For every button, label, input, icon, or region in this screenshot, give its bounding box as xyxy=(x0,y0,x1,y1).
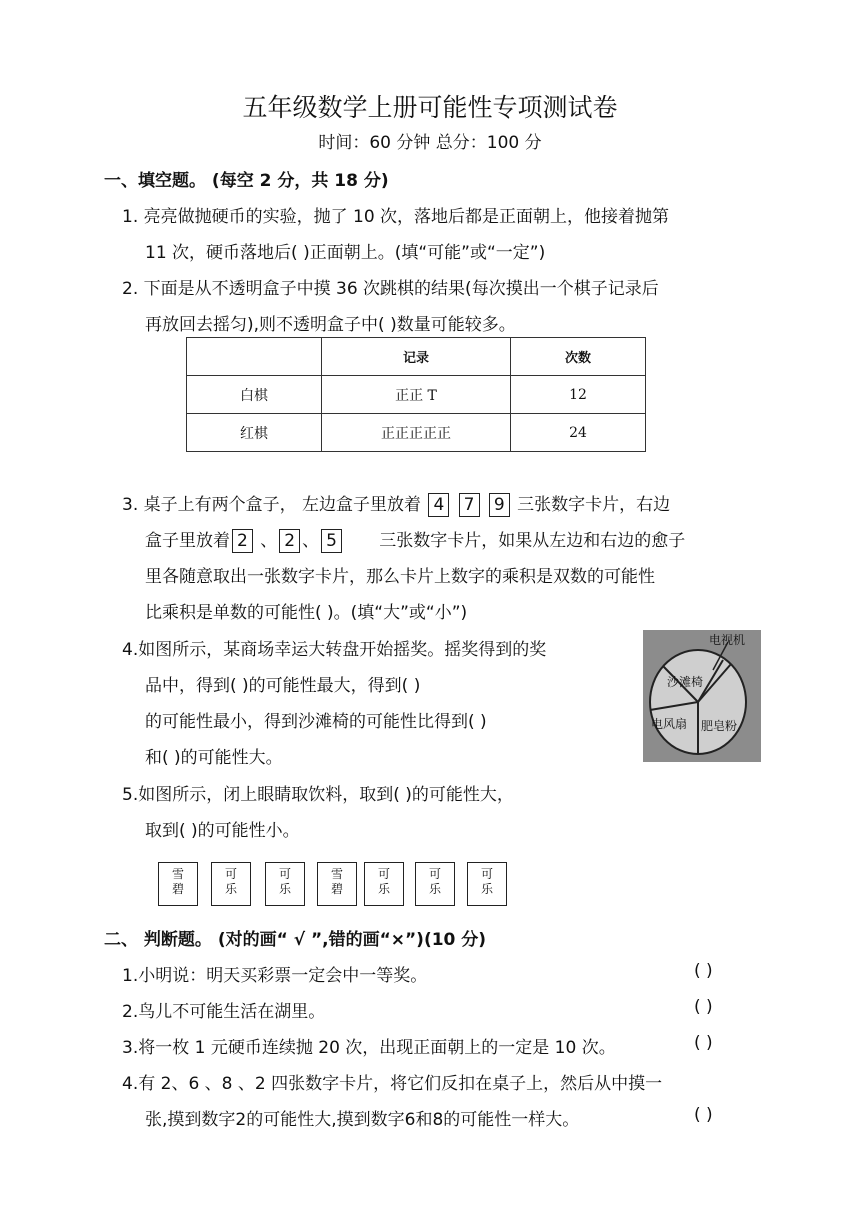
drink-card-cola: 可 乐 xyxy=(364,862,404,906)
separator: 、 xyxy=(302,531,320,551)
prize-wheel-drawing xyxy=(643,630,761,762)
answer-paren: ( ) xyxy=(694,1033,713,1053)
q3-text-a: 3. 桌子上有两个盒子， 左边盒子里放着 xyxy=(122,495,422,515)
wheel-label-beach-chair: 沙滩椅 xyxy=(667,675,704,689)
q1-line2: 11 次，硬币落地后( )正面朝上。(填“可能”或“一定”) xyxy=(145,243,546,263)
drink-card-cola: 可 乐 xyxy=(467,862,507,906)
q3-line3: 里各随意取出一张数字卡片，那么卡片上数字的乘积是双数的可能性 xyxy=(145,567,655,587)
q3-line2 xyxy=(145,526,685,553)
judge-item-1: 1.小明说：明天买彩票一定会中一等奖。 xyxy=(122,966,428,986)
q3-text-b: 三张数字卡片，右边 xyxy=(517,495,671,515)
wheel-label-soap: 肥皂粉 xyxy=(701,719,738,733)
wheel-label-fan: 电风扇 xyxy=(651,717,688,731)
drink-card-cola: 可 乐 xyxy=(265,862,305,906)
separator: 、 xyxy=(260,531,278,551)
page-title: 五年级数学上册可能性专项测试卷 xyxy=(242,93,618,122)
drink-card-sprite: 雪 碧 xyxy=(317,862,357,906)
drink-card-cola: 可 乐 xyxy=(415,862,455,906)
judge-item-3: 3.将一枚 1 元硬币连续抛 20 次，出现正面朝上的一定是 10 次。 xyxy=(122,1038,616,1058)
table-cell: 24 xyxy=(511,414,646,452)
page-subtitle: 时间：60 分钟 总分：100 分 xyxy=(318,133,542,153)
table-cell: 12 xyxy=(511,376,646,414)
q4-line3: 的可能性最小，得到沙滩椅的可能性比得到( ) xyxy=(145,712,487,732)
q2-line2: 再放回去摇匀),则不透明盒子中( )数量可能较多。 xyxy=(145,315,516,335)
number-card: 2 xyxy=(232,529,253,553)
q3-line1 xyxy=(122,490,670,517)
answer-paren: ( ) xyxy=(694,997,713,1017)
prize-wheel-image xyxy=(643,630,761,762)
q5-line1: 5.如图所示，闭上眼睛取饮料，取到( )的可能性大， xyxy=(122,785,514,805)
table-cell: 正正正正正 xyxy=(322,414,511,452)
q3-text-d: 三张数字卡片，如果从左边和右边的愈子 xyxy=(379,531,686,551)
table-row xyxy=(187,376,646,414)
wheel-label-tv: 电视机 xyxy=(709,633,746,647)
answer-paren: ( ) xyxy=(694,1105,713,1125)
q5-line2: 取到( )的可能性小。 xyxy=(145,821,300,841)
drink-card-sprite: 雪 碧 xyxy=(158,862,198,906)
drink-card-cola: 可 乐 xyxy=(211,862,251,906)
judge-item-4-line2: 张,摸到数字2的可能性大,摸到数字6和8的可能性一样大。 xyxy=(145,1110,580,1130)
section1-heading: 一、填空题。 (每空 2 分，共 18 分) xyxy=(104,171,389,191)
table-header-row xyxy=(187,338,646,376)
q4-line2: 品中，得到( )的可能性最大，得到( ) xyxy=(145,676,421,696)
q4-line1: 4.如图所示，某商场幸运大转盘开始摇奖。摇奖得到的奖 xyxy=(122,640,547,660)
number-card: 4 xyxy=(428,493,449,517)
table-row xyxy=(187,414,646,452)
section2-heading: 二、 判断题。 (对的画“ √ ”,错的画“×”)(10 分) xyxy=(104,930,487,950)
table-cell: 红棋 xyxy=(187,414,322,452)
table-cell: 正正 T xyxy=(322,376,511,414)
q3-line4: 比乘积是单数的可能性( )。(填“大”或“小”) xyxy=(145,603,468,623)
table-header-cell: 次数 xyxy=(511,338,646,376)
table-cell: 白棋 xyxy=(187,376,322,414)
table-header-cell xyxy=(187,338,322,376)
answer-paren: ( ) xyxy=(694,961,713,981)
judge-item-2: 2.鸟儿不可能生活在湖里。 xyxy=(122,1002,326,1022)
number-card: 5 xyxy=(321,529,342,553)
q3-text-c: 盒子里放着 xyxy=(145,531,230,551)
judge-item-4-line1: 4.有 2、6 、8 、2 四张数字卡片，将它们反扣在桌子上，然后从中摸一 xyxy=(122,1074,663,1094)
record-table xyxy=(186,337,646,452)
table-header-cell: 记录 xyxy=(322,338,511,376)
q4-line4: 和( )的可能性大。 xyxy=(145,748,283,768)
q1-line1: 1. 亮亮做抛硬币的实验，抛了 10 次，落地后都是正面朝上，他接着抛第 xyxy=(122,207,670,227)
number-card: 2 xyxy=(279,529,300,553)
number-card: 9 xyxy=(489,493,510,517)
number-card: 7 xyxy=(459,493,480,517)
q2-line1: 2. 下面是从不透明盒子中摸 36 次跳棋的结果(每次摸出一个棋子记录后 xyxy=(122,279,659,299)
